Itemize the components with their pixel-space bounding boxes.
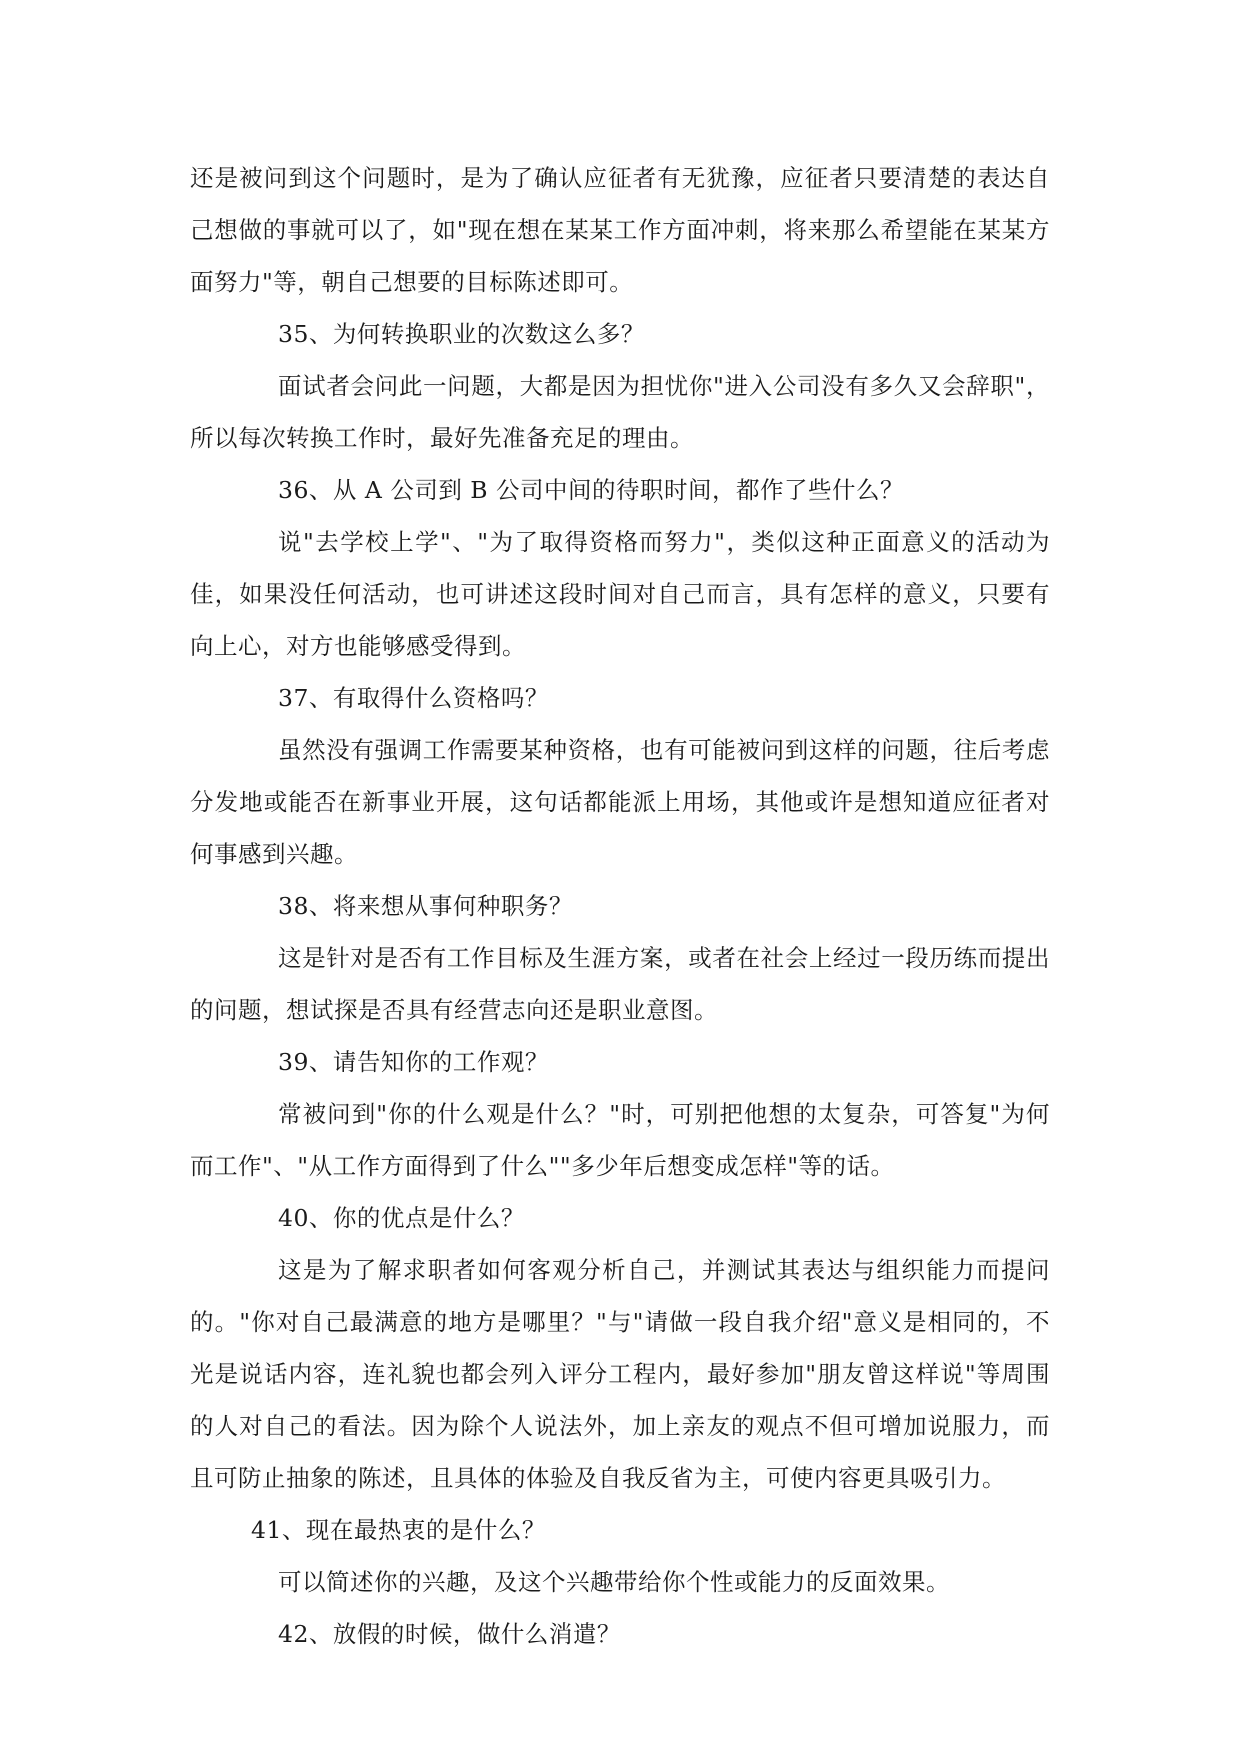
answer-38: 这是针对是否有工作目标及生涯方案，或者在社会上经过一段历练而提出的问题，想试探是否具有经营志向还是职业意图。 [190,944,1050,1024]
question-40: 40、你的优点是什么？ [278,1204,525,1232]
question-37: 37、有取得什么资格吗？ [278,684,549,712]
question-36: 36、从 A 公司到 B 公司中间的待职时间，都作了些什么？ [278,476,905,504]
answer-35: 面试者会问此一问题，大都是因为担忧你"进入公司没有多久又会辞职"，所以每次转换工作时，最好先准备充足的理由。 [190,372,1050,452]
answer-40: 这是为了解求职者如何客观分析自己，并测试其表达与组织能力而提问的。"你对自己最满意的地方是哪里？"与"请做一段自我介绍"意义是相同的，不光是说话内容，连礼貌也都会列入评分工程内，最好参加"朋友曾这样说"等周围的人对自己的看法。因为除个人说法外，加上亲友的观点不但可增加说服力，而且可防止抽象的陈述，且具体的体验及自我反省为主，可使内容更具吸引力。 [190,1256,1050,1492]
question-35: 35、为何转换职业的次数这么多？ [278,320,645,348]
document-body [190,152,1050,1660]
answer-37: 虽然没有强调工作需要某种资格，也有可能被问到这样的问题，往后考虑分发地或能否在新事业开展，这句话都能派上用场，其他或许是想知道应征者对何事感到兴趣。 [190,736,1050,868]
question-41: 41、现在最热衷的是什么？ [251,1516,546,1544]
paragraph-continued: 还是被问到这个问题时，是为了确认应征者有无犹豫，应征者只要清楚的表达自己想做的事就可以了，如"现在想在某某工作方面冲刺，将来那么希望能在某某方面努力"等，朝自己想要的目标陈述即可。 [190,164,1050,296]
question-42: 42、放假的时候，做什么消遣？ [278,1620,621,1648]
answer-36: 说"去学校上学"、"为了取得资格而努力"，类似这种正面意义的活动为佳，如果没任何活动，也可讲述这段时间对自己而言，具有怎样的意义，只要有向上心，对方也能够感受得到。 [190,528,1050,660]
question-38: 38、将来想从事何种职务？ [278,892,573,920]
answer-39: 常被问到"你的什么观是什么？"时，可别把他想的太复杂，可答复"为何而工作"、"从工作方面得到了什么""多少年后想变成怎样"等的话。 [190,1100,1050,1180]
question-39: 39、请告知你的工作观？ [278,1048,549,1076]
answer-41: 可以简述你的兴趣，及这个兴趣带给你个性或能力的反面效果。 [278,1568,950,1596]
